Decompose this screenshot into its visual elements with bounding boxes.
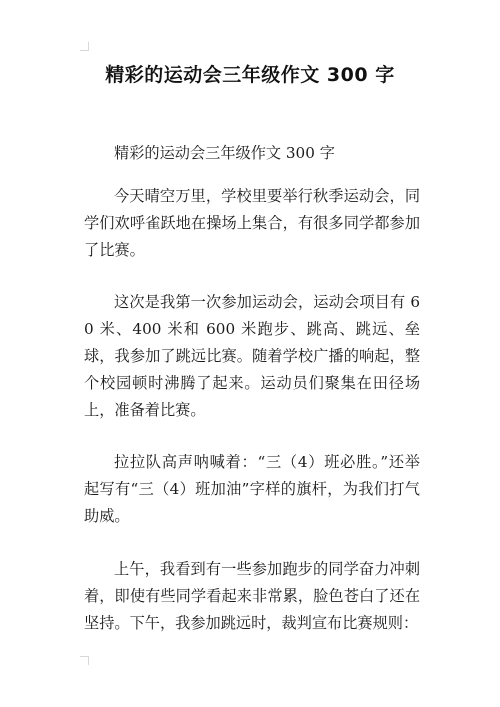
page-corner-mark-top — [80, 42, 89, 51]
paragraph-4: 上午，我看到有一些参加跑步的同学奋力冲刺着，即使有些同学看起来非常累，脸色苍白了还在坚持。下午，我参加跳远时，裁判宣布比赛规则： — [84, 560, 420, 632]
paragraph-1: 今天晴空万里，学校里要举行秋季运动会，同学们欢呼雀跃地在操场上集合，有很多同学都参加了比赛。 — [84, 187, 420, 259]
page-corner-mark-bottom — [80, 656, 89, 665]
document-title: 精彩的运动会三年级作文 300 字 — [105, 64, 395, 86]
document-body — [84, 140, 420, 637]
paragraph-3: 拉拉队高声呐喊着：“三（4）班必胜。”还举起写有“三（4）班加油”字样的旗杆，为我们打气助威。 — [84, 453, 420, 525]
body-subtitle: 精彩的运动会三年级作文 300 字 — [114, 144, 335, 162]
paragraph-2: 这次是我第一次参加运动会，运动会项目有 60 米、400 米和 600 米跑步、跳高、跳远、垒球，我参加了跳远比赛。随着学校广播的响起，整个校园顿时沸腾了起来。运动员们聚集在田径场上，准备着比赛。 — [84, 293, 420, 419]
